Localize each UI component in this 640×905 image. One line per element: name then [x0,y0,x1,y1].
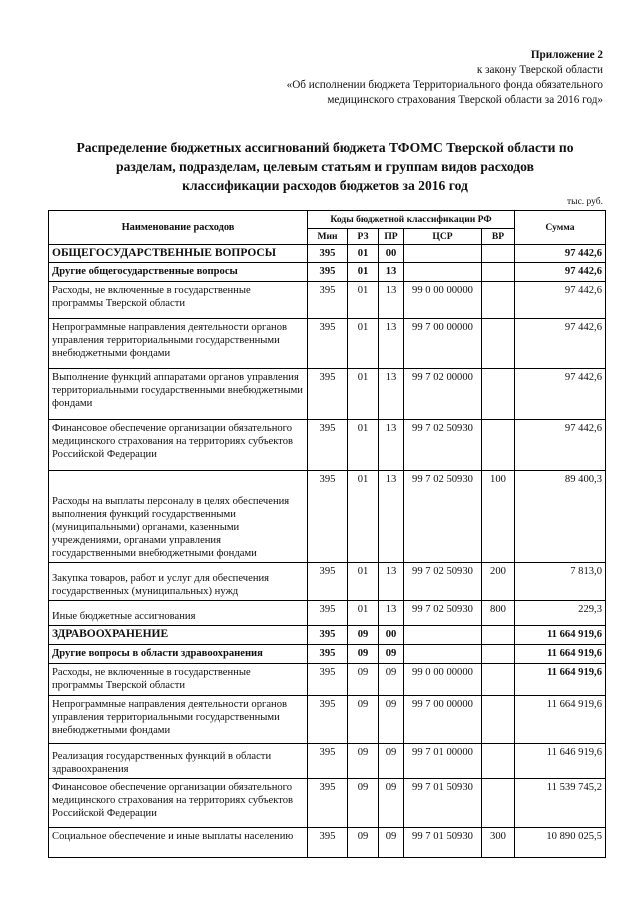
row-name: Выполнение функций аппаратами органов управления территориальными государственными внебюджетными фондами [49,369,308,420]
row-name: Социальное обеспечение и иные выплаты населению [49,828,308,858]
table-row [49,664,606,696]
row-rz: 01 [348,282,379,319]
row-vr [482,319,515,369]
row-min: 395 [308,282,348,319]
row-vr [482,369,515,420]
row-min: 395 [308,828,348,858]
row-rz: 01 [348,471,379,563]
row-sum: 11 539 745,2 [515,779,606,828]
row-name: Другие общегосударственные вопросы [49,263,308,282]
appendix-line-1: к закону Тверской области [476,64,603,76]
row-vr: 100 [482,471,515,563]
row-sum: 97 442,6 [515,369,606,420]
row-name: Финансовое обеспечение организации обязательного медицинского страхования на территориях субъектов Российской Федерации [49,779,308,828]
row-min: 395 [308,420,348,471]
row-vr [482,645,515,664]
table-row [49,245,606,263]
row-pr: 09 [379,828,404,858]
row-rz: 09 [348,696,379,744]
row-csr: 99 7 01 00000 [404,744,482,779]
row-sum: 11 664 919,6 [515,645,606,664]
row-name: Закупка товаров, работ и услуг для обеспечения государственных (муниципальных) нужд [49,563,308,601]
row-pr: 13 [379,563,404,601]
appendix-title: Приложение 2 [530,49,603,61]
row-csr: 99 7 01 50930 [404,828,482,858]
row-pr: 09 [379,664,404,696]
header-rz: РЗ [348,229,379,245]
header-sum: Сумма [515,211,606,245]
row-vr [482,626,515,645]
row-rz: 09 [348,779,379,828]
row-sum: 97 442,6 [515,319,606,369]
row-min: 395 [308,696,348,744]
row-pr: 13 [379,369,404,420]
table-row [49,563,606,601]
row-sum: 10 890 025,5 [515,828,606,858]
row-pr: 09 [379,779,404,828]
header-csr: ЦСР [404,229,482,245]
row-sum: 11 664 919,6 [515,626,606,645]
row-pr: 13 [379,282,404,319]
row-vr [482,779,515,828]
row-rz: 09 [348,626,379,645]
budget-table [48,210,606,858]
row-csr: 99 7 00 00000 [404,696,482,744]
row-csr: 99 0 00 00000 [404,664,482,696]
row-csr [404,645,482,664]
row-vr: 300 [482,828,515,858]
row-pr: 09 [379,645,404,664]
row-pr: 00 [379,626,404,645]
row-csr: 99 7 02 50930 [404,601,482,626]
row-name: Другие вопросы в области здравоохранения [49,645,308,664]
row-csr [404,245,482,263]
row-pr: 13 [379,601,404,626]
appendix-line-3: медицинского страхования Тверской области за 2016 год» [327,94,603,106]
row-vr [482,245,515,263]
row-rz: 01 [348,601,379,626]
row-pr: 13 [379,263,404,282]
row-vr [482,664,515,696]
row-vr: 800 [482,601,515,626]
title-line-2: разделам, подразделам, целевым статьям и группам видов расходов [116,159,534,174]
row-sum: 97 442,6 [515,420,606,471]
title-line-1: Распределение бюджетных ассигнований бюджета ТФОМС Тверской области по [76,140,574,155]
row-min: 395 [308,471,348,563]
table-row [49,319,606,369]
row-min: 395 [308,369,348,420]
row-min: 395 [308,319,348,369]
table-row [49,696,606,744]
row-csr: 99 7 02 50930 [404,420,482,471]
row-name: Расходы, не включенные в государственные программы Тверской области [49,664,308,696]
row-pr: 13 [379,420,404,471]
row-csr: 99 7 02 50930 [404,471,482,563]
row-sum: 7 813,0 [515,563,606,601]
row-min: 395 [308,263,348,282]
row-csr [404,626,482,645]
row-vr [482,263,515,282]
row-name: Расходы на выплаты персоналу в целях обеспечения выполнения функций государственными (муниципальными) органами, казенными учреждениями, органами управления государственными внебюджетными фондами [49,471,308,563]
row-name: ЗДРАВООХРАНЕНИЕ [49,626,308,645]
row-name: Иные бюджетные ассигнования [49,601,308,626]
row-rz: 01 [348,369,379,420]
row-csr: 99 7 01 50930 [404,779,482,828]
header-name: Наименование расходов [49,211,308,245]
title-line-3: классификации расходов бюджетов за 2016 год [182,178,468,193]
row-sum: 97 442,6 [515,263,606,282]
row-rz: 01 [348,420,379,471]
row-csr: 99 0 00 00000 [404,282,482,319]
row-vr [482,420,515,471]
row-rz: 09 [348,664,379,696]
table-row [49,779,606,828]
table-row [49,471,606,563]
row-sum: 11 664 919,6 [515,696,606,744]
row-sum: 229,3 [515,601,606,626]
units-label: тыс. руб. [567,197,603,207]
row-pr: 09 [379,696,404,744]
header-pr: ПР [379,229,404,245]
table-row [49,263,606,282]
table-header-row [49,211,606,229]
row-sum: 89 400,3 [515,471,606,563]
row-name: ОБЩЕГОСУДАРСТВЕННЫЕ ВОПРОСЫ [49,245,308,263]
header-codes: Коды бюджетной классификации РФ [308,211,515,229]
appendix-line-2: «Об исполнении бюджета Территориального фонда обязательного [286,79,603,91]
row-sum: 11 646 919,6 [515,744,606,779]
row-min: 395 [308,779,348,828]
row-rz: 01 [348,563,379,601]
row-name: Расходы, не включенные в государственные программы Тверской области [49,282,308,319]
row-rz: 09 [348,645,379,664]
table-row [49,282,606,319]
header-min: Мин [308,229,348,245]
row-vr [482,744,515,779]
row-min: 395 [308,744,348,779]
row-rz: 01 [348,319,379,369]
row-rz: 09 [348,828,379,858]
row-name: Реализация государственных функций в области здравоохранения [49,744,308,779]
row-rz: 01 [348,245,379,263]
row-sum: 97 442,6 [515,245,606,263]
document-title [45,138,605,195]
table-row [49,369,606,420]
row-pr: 13 [379,319,404,369]
row-csr: 99 7 00 00000 [404,319,482,369]
row-name: Финансовое обеспечение организации обязательного медицинского страхования на территориях субъектов Российской Федерации [49,420,308,471]
row-name: Непрограммные направления деятельности органов управления территориальными государственными внебюджетными фондами [49,319,308,369]
appendix-header [287,48,603,108]
row-rz: 01 [348,263,379,282]
row-csr: 99 7 02 00000 [404,369,482,420]
table-row [49,626,606,645]
row-csr [404,263,482,282]
table-row [49,744,606,779]
row-vr: 200 [482,563,515,601]
table-row [49,601,606,626]
row-pr: 13 [379,471,404,563]
row-sum: 11 664 919,6 [515,664,606,696]
table-row [49,420,606,471]
row-vr [482,282,515,319]
row-min: 395 [308,601,348,626]
row-vr [482,696,515,744]
row-sum: 97 442,6 [515,282,606,319]
row-pr: 09 [379,744,404,779]
row-rz: 09 [348,744,379,779]
row-min: 395 [308,245,348,263]
table-row [49,828,606,858]
row-min: 395 [308,664,348,696]
row-csr: 99 7 02 50930 [404,563,482,601]
table-row [49,645,606,664]
row-min: 395 [308,645,348,664]
row-pr: 00 [379,245,404,263]
row-name: Непрограммные направления деятельности органов управления территориальными государственными внебюджетными фондами [49,696,308,744]
row-min: 395 [308,563,348,601]
header-vr: ВР [482,229,515,245]
row-min: 395 [308,626,348,645]
